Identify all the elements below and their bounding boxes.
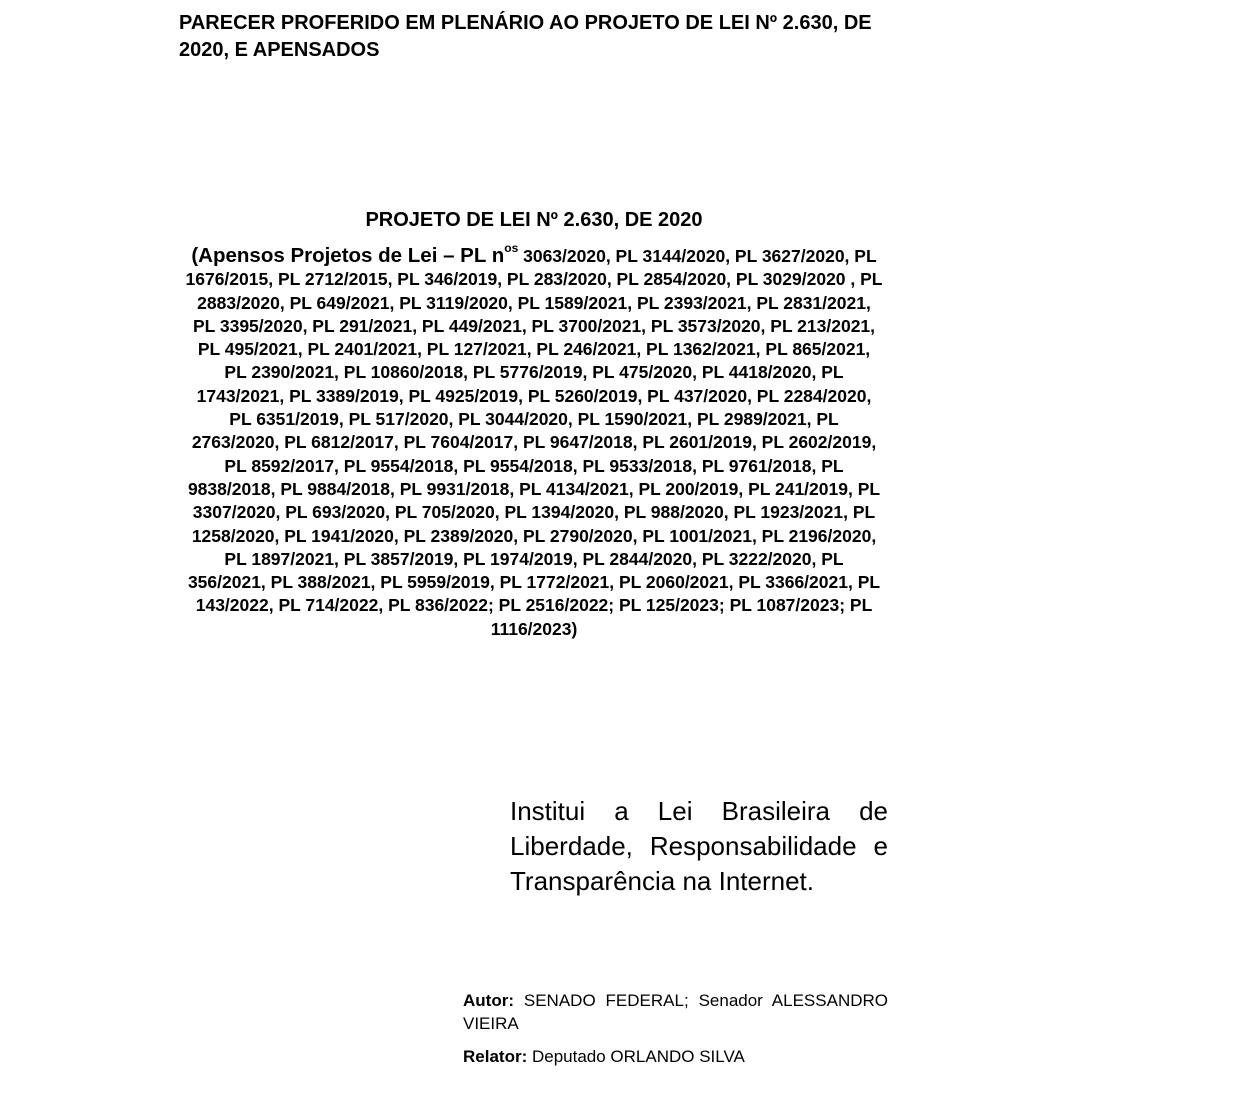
apensos-list	[185, 241, 883, 641]
relator-line	[463, 1045, 888, 1068]
relator-value: Deputado ORLANDO SILVA	[527, 1047, 745, 1066]
document-header-title: PARECER PROFERIDO EM PLENÁRIO AO PROJETO DE LEI Nº 2.630, DE 2020, E APENSADOS	[179, 12, 872, 61]
autor-label: Autor:	[463, 991, 514, 1010]
apensos-bill-numbers: 3063/2020, PL 3144/2020, PL 3627/2020, PL 1676/2015, PL 2712/2015, PL 346/2019, PL 283/2020, PL 2854/2020, PL 3029/2020 , PL 2883/2020, PL 649/2021, PL 3119/2020, PL 1589/2021, PL 2393/2021, PL 2831/2021, PL 3395/2020, PL 291/2021, PL 449/2021, PL 3700/2021, PL 3573/2020, PL 213/2021, PL 495/2021, PL 2401/2021, PL 127/2021, PL 246/2021, PL 1362/2021, PL 865/2021, PL 2390/2021, PL 10860/2018, PL 5776/2019, PL 475/2020, PL 4418/2020, PL 1743/2021, PL 3389/2019, PL 4925/2019, PL 5260/2019, PL 437/2020, PL 2284/2020, PL 6351/2019, PL 517/2020, PL 3044/2020, PL 1590/2021, PL 2989/2021, PL 2763/2020, PL 6812/2017, PL 7604/2017, PL 9647/2018, PL 2601/2019, PL 2602/2019, PL 8592/2017, PL 9554/2018, PL 9554/2018, PL 9533/2018, PL 9761/2018, PL 9838/2018, PL 9884/2018, PL 9931/2018, PL 4134/2021, PL 200/2019, PL 241/2019, PL 3307/2020, PL 693/2020, PL 705/2020, PL 1394/2020, PL 988/2020, PL 1923/2021, PL 1258/2020, PL 1941/2020, PL 2389/2020, PL 2790/2020, PL 1001/2021, PL 2196/2020, PL 1897/2021, PL 3857/2019, PL 1974/2019, PL 2844/2020, PL 3222/2020, PL 356/2021, PL 388/2021, PL 5959/2019, PL 1772/2021, PL 2060/2021, PL 3366/2021, PL 143/2022, PL 714/2022, PL 836/2022; PL 2516/2022; PL 125/2023; PL 1087/2023; PL 1116/2023)	[185, 246, 883, 639]
apensos-lead: (Apensos Projetos de Lei – PL n	[191, 244, 505, 267]
ementa: Institui a Lei Brasileira de Liberdade, Responsabilidade e Transparência na Internet.	[510, 796, 888, 896]
relator-label: Relator:	[463, 1047, 528, 1066]
bill-title: PROJETO DE LEI Nº 2.630, DE 2020	[365, 209, 703, 231]
autor-line	[463, 989, 888, 1035]
autor-value: SENADO FEDERAL; Senador ALESSANDRO VIEIRA	[463, 991, 888, 1033]
apensos-superscript: os	[504, 241, 519, 255]
